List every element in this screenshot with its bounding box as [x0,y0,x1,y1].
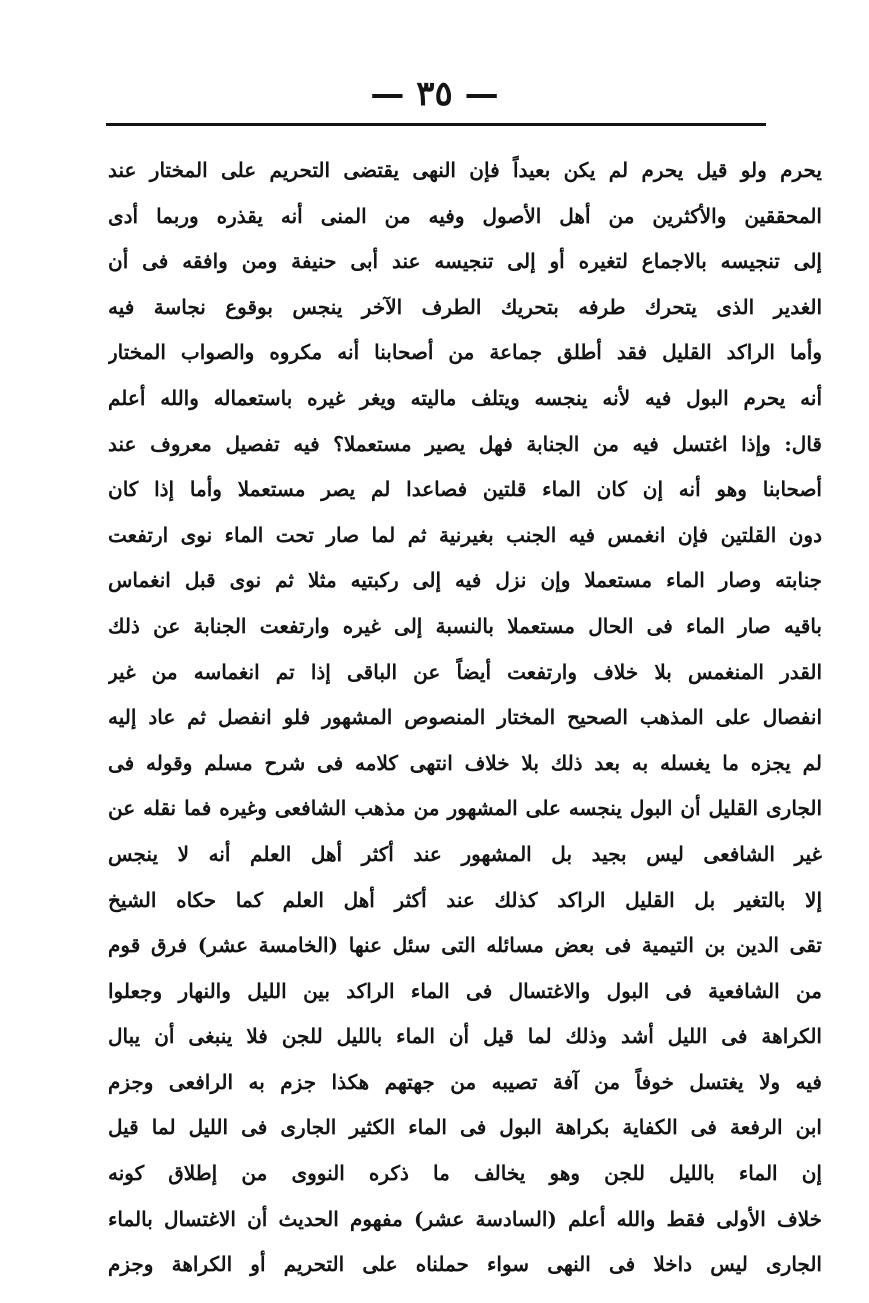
text-line-21: فيه ولا يغتسل خوفاً من آفة تصيبه من جهتهم هكذا جزم به الرافعى وجزم [108,1069,822,1094]
text-line-7: قال: وإذا اغتسل فيه من الجنابة فهل يصير مستعملا؟ فيه تفصيل معروف عند [108,431,822,456]
text-line-15: الجارى القليل أن البول ينجسه على المشهور من مذهب الشافعى وغيره فما نقله عن [108,796,822,821]
text-line-3: إلى تنجيسه بالاجماع لتغيره أو إلى تنجيسه عند أبى حنيفة ومن وافقه فى أن [108,249,822,274]
text-line-19: من الشافعية فى البول والاغتسال فى الماء الراكد بين الليل والنهار وجعلوا [108,978,822,1003]
page-number: — ٣٥ — [370,74,499,114]
text-line-12: القدر المنغمس بلا خلاف وارتفعت أيضاً عن الباقى إذا تم انغماسه من غير [108,659,822,684]
header-rule [106,123,766,126]
text-line-11: باقيه صار الماء فى الحال مستعملا بالنسبة إلى غيره وارتفعت الجنابة عن ذلك [108,613,822,638]
text-line-1: يحرم ولو قيل يحرم لم يكن بعيداً فإن النهى يقتضى التحريم على المختار عند [108,158,822,182]
text-line-5: وأما الراكد القليل فقد أطلق جماعة من أصحابنا أنه مكروه والصواب المختار [108,340,822,365]
text-line-24: خلاف الأولى فقط والله أعلم (السادسة عشر) مفهوم الحديث أن الاغتسال بالماء [108,1206,822,1231]
page-body [108,148,822,1288]
text-line-6: أنه يحرم البول فيه لأنه ينجسه ويتلف ماليته ويغر غيره باستعماله والله أعلم [108,385,822,410]
text-line-2: المحققين والأكثرين من أهل الأصول وفيه من المنى أنه يقذره وربما أدى [108,203,822,228]
text-line-22: ابن الرفعة فى الكفاية بكراهة البول فى الماء الكثير الجارى فى الليل لما قيل [108,1115,822,1140]
text-line-17: إلا بالتغير بل القليل الراكد كذلك عند أكثر أهل العلم كما حكاه الشيخ [108,887,822,912]
text-line-9: دون القلتين فإن انغمس فيه الجنب بغيرنية ثم لما صار تحت الماء نوى ارتفعت [108,522,822,547]
text-line-20: الكراهة فى الليل أشد وذلك لما قيل أن الماء بالليل للجن فلا ينبغى أن يبال [108,1024,822,1049]
text-line-8: أصحابنا وهو أنه إن كان الماء قلتين فصاعدا لم يصر مستعملا وأما إذا كان [108,477,822,502]
text-line-25: الجارى ليس داخلا فى النهى سواء حملناه على التحريم أو الكراهة وجزم [108,1252,822,1277]
text-line-4: الغدير الذى يتحرك طرفه بتحريك الطرف الآخر ينجس بوقوع نجاسة فيه [108,294,822,319]
text-line-14: لم يجزه ما يغسله به بعد ذلك بلا خلاف انتهى كلامه فى شرح مسلم وقوله فى [108,750,822,775]
text-line-10: جنابته وصار الماء مستعملا وإن نزل فيه إلى ركبتيه مثلا ثم نوى قبل انغماس [108,568,822,593]
text-line-13: انفصال على المذهب الصحيح المختار المنصوص المشهور فلو انفصل ثم عاد إليه [108,705,822,730]
text-line-18: تقى الدين بن التيمية فى بعض مسائله التى سئل عنها (الخامسة عشر) فرق قوم [108,933,822,958]
text-line-16: غير الشافعى ليس بجيد بل المشهور عند أكثر أهل العلم أنه لا ينجس [108,841,822,866]
text-line-23: إن الماء بالليل للجن وهو يخالف ما ذكره النووى من إطلاق كونه [108,1161,822,1186]
